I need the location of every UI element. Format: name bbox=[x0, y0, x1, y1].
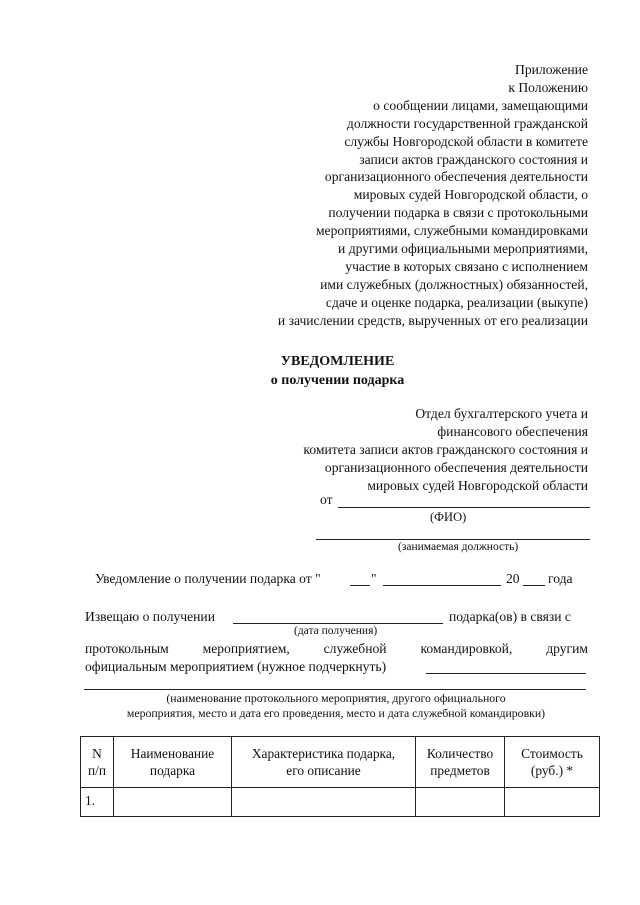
header-text: его описание bbox=[286, 763, 361, 778]
receipt-date-blank-line[interactable] bbox=[233, 623, 443, 624]
cell-gift-name[interactable] bbox=[114, 788, 232, 817]
appendix-line: организационного обеспечения деятельности bbox=[324, 169, 588, 185]
table-header-row bbox=[81, 737, 600, 788]
appendix-line: и зачислении средств, вырученных от его реализации bbox=[277, 312, 588, 328]
appendix-line: получении подарка в связи с протокольными bbox=[328, 205, 588, 221]
title-sub: о получении подарка bbox=[270, 373, 405, 388]
appendix-line: к Положению bbox=[508, 79, 588, 95]
event-type-line: официальным мероприятием (нужное подчеркнуть) bbox=[85, 659, 387, 674]
header-cost bbox=[505, 737, 600, 788]
event-description-blank-line[interactable] bbox=[84, 689, 586, 690]
header-gift-description bbox=[232, 737, 416, 788]
appendix-line: должности государственной гражданской bbox=[346, 115, 588, 131]
appendix-line: и другими официальными мероприятиями, bbox=[338, 241, 588, 257]
event-types-row bbox=[85, 641, 588, 657]
event-word: служебной bbox=[323, 641, 387, 656]
appendix-line: Приложение bbox=[515, 62, 588, 77]
fio-hint: (ФИО) bbox=[430, 510, 467, 524]
document-title bbox=[255, 352, 420, 390]
day-blank-line[interactable] bbox=[350, 585, 370, 586]
fio-blank-line[interactable] bbox=[338, 507, 590, 508]
hint-line: (наименование протокольного мероприятия, другого официального bbox=[166, 691, 506, 705]
header-text: (руб.) * bbox=[530, 763, 574, 778]
appendix-line: службы Новгородской области в комитете bbox=[344, 133, 588, 149]
date-hint: (дата получения) bbox=[294, 625, 378, 637]
position-blank-line[interactable] bbox=[316, 539, 590, 540]
table-row bbox=[81, 788, 600, 817]
appendix-line: участие в которых связано с исполнением bbox=[345, 258, 588, 274]
from-field bbox=[320, 492, 590, 510]
notice-date-prefix: Уведомление о получении подарка от " bbox=[95, 571, 321, 586]
event-word: мероприятием, bbox=[202, 641, 290, 656]
report-prefix: Извещаю о получении bbox=[85, 609, 215, 624]
header-text: Стоимость bbox=[521, 746, 583, 761]
cell-cost[interactable] bbox=[505, 788, 600, 817]
appendix-line: мировых судей Новгородской области, о bbox=[353, 187, 588, 203]
event-word: протокольным bbox=[85, 641, 169, 656]
appendix-line: записи актов гражданского состояния и bbox=[359, 151, 588, 167]
event-description-hint bbox=[84, 691, 588, 721]
month-blank-line[interactable] bbox=[383, 585, 501, 586]
event-word: командировкой, bbox=[420, 641, 513, 656]
notice-date-quote: " bbox=[371, 571, 377, 586]
cell-gift-description[interactable] bbox=[232, 788, 416, 817]
title-main: УВЕДОМЛЕНИЕ bbox=[280, 354, 395, 369]
recipient-line: финансового обеспечения bbox=[437, 423, 588, 439]
recipient-line: организационного обеспечения деятельности bbox=[324, 459, 588, 475]
appendix-line: о сообщении лицами, замещающими bbox=[373, 97, 588, 113]
cell-number: 1. bbox=[81, 788, 114, 817]
header-text: п/п bbox=[87, 763, 107, 778]
header-text: подарка bbox=[149, 763, 196, 778]
header-text: предметов bbox=[430, 763, 490, 778]
header-text: N bbox=[92, 746, 102, 761]
appendix-header bbox=[168, 61, 588, 330]
gifts-table bbox=[80, 736, 600, 817]
recipient-block bbox=[228, 405, 588, 495]
hint-line: мероприятия, место и дата его проведения, место и дата служебной командировки) bbox=[126, 706, 546, 720]
report-suffix: подарка(ов) в связи с bbox=[449, 609, 571, 624]
header-number bbox=[81, 737, 114, 788]
header-text: Количество bbox=[426, 746, 494, 761]
appendix-line: ими служебных (должностных) обязанностей, bbox=[320, 276, 588, 292]
recipient-line: комитета записи актов гражданского состояния и bbox=[303, 441, 588, 457]
year-suffix: года bbox=[548, 571, 573, 586]
header-quantity bbox=[416, 737, 505, 788]
header-text: Характеристика подарка, bbox=[251, 746, 396, 761]
from-label: от bbox=[320, 492, 333, 507]
cell-quantity[interactable] bbox=[416, 788, 505, 817]
recipient-line: Отдел бухгалтерского учета и bbox=[415, 406, 588, 421]
appendix-line: мероприятиями, служебными командировками bbox=[315, 223, 588, 239]
year-prefix: 20 bbox=[506, 571, 520, 586]
position-hint: (занимаемая должность) bbox=[398, 541, 519, 553]
header-text: Наименование bbox=[130, 746, 215, 761]
recipient-line: мировых судей Новгородской области bbox=[367, 477, 588, 493]
appendix-line: сдаче и оценке подарка, реализации (выкупе) bbox=[325, 294, 588, 310]
event-type-blank-line[interactable] bbox=[426, 673, 586, 674]
year-blank-line[interactable] bbox=[523, 585, 545, 586]
header-gift-name bbox=[114, 737, 232, 788]
event-word: другим bbox=[546, 641, 588, 656]
